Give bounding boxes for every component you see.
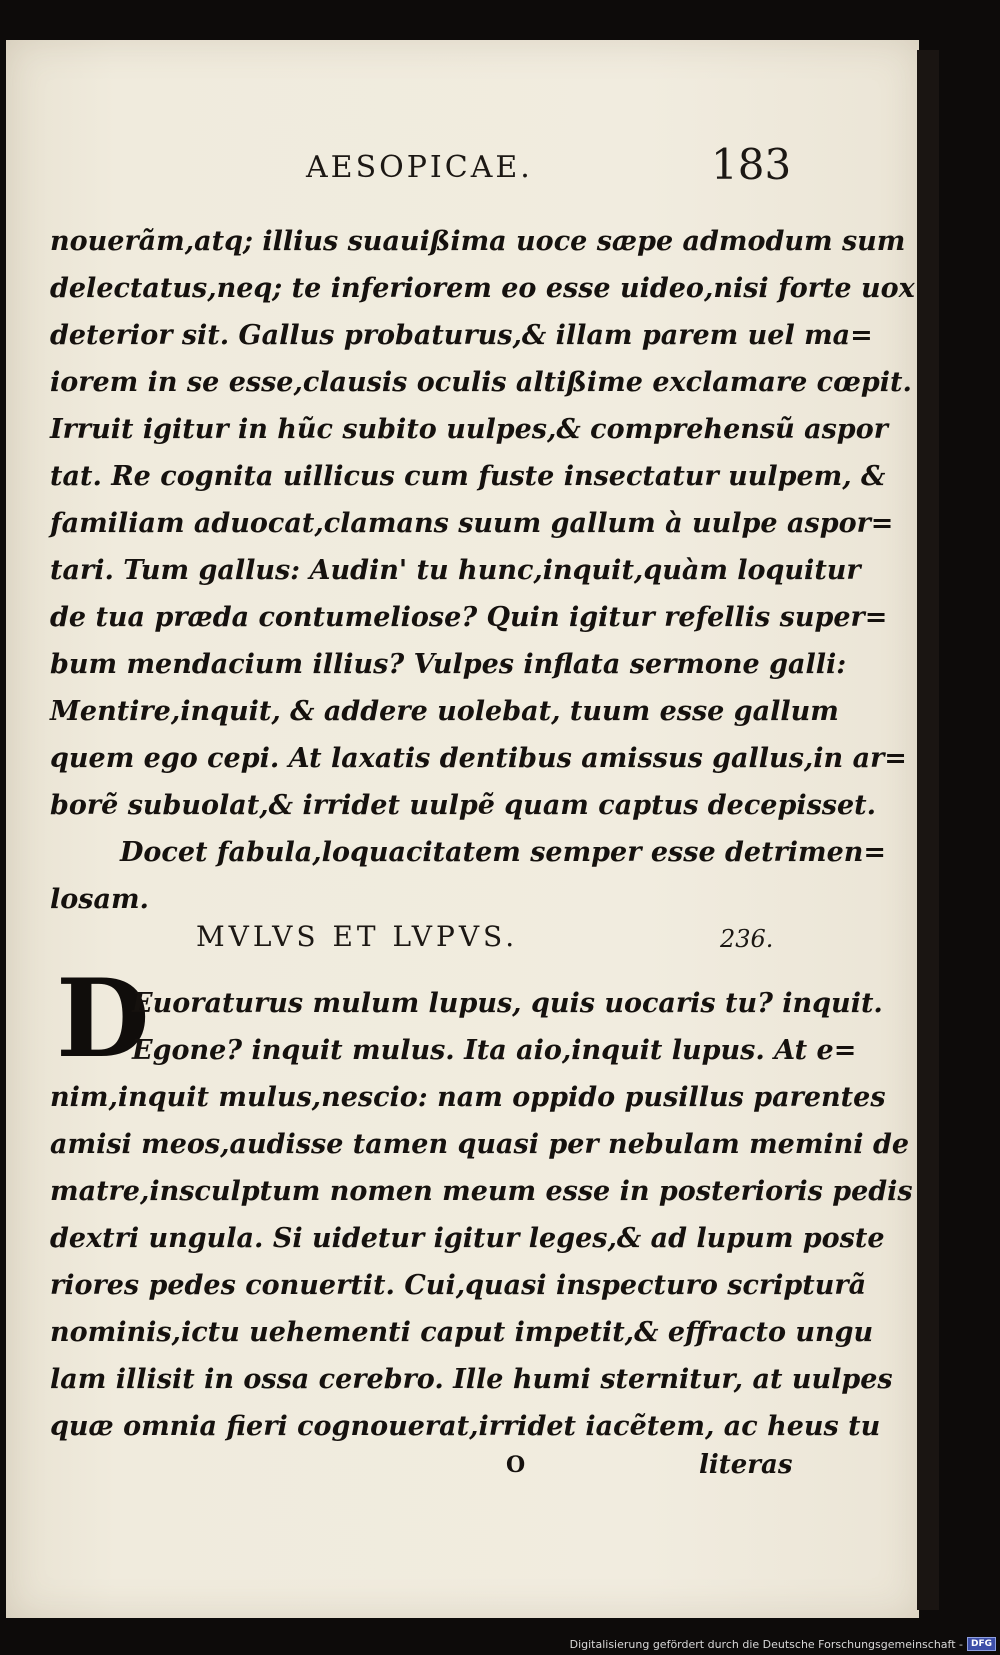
fable-one-text xyxy=(50,218,915,923)
text-line: riores pedes conuertit. Cui,quasi inspecturo scripturã xyxy=(50,1270,867,1301)
text-line: de tua præda contumeliose? Quin igitur refellis super= xyxy=(50,602,888,633)
text-line: bum mendacium illius? Vulpes inflata sermone galli: xyxy=(50,649,847,680)
digitization-credit xyxy=(570,1637,996,1651)
fable-title: MVLVS ET LVPVS. xyxy=(196,920,519,953)
text-line: deterior sit. Gallus probaturus,& illam parem uel ma= xyxy=(50,320,873,351)
credit-text: Digitalisierung gefördert durch die Deutsche Forschungsgemeinschaft - xyxy=(569,1637,963,1651)
fable-number: 236. xyxy=(720,925,774,953)
text-line: matre,insculptum nomen meum esse in posterioris pedis xyxy=(50,1176,913,1207)
text-line: Irruit igitur in hũc subito uulpes,& comprehensũ aspor xyxy=(50,414,888,445)
text-line: Egone? inquit mulus. Ita aio,inquit lupus. At e= xyxy=(132,1035,857,1066)
text-line: familiam aduocat,clamans suum gallum à uulpe aspor= xyxy=(50,508,894,539)
text-line: delectatus,neq; te inferiorem eo esse uideo,nisi forte uox xyxy=(50,273,915,304)
text-line: Euoraturus mulum lupus, quis uocaris tu? inquit. xyxy=(132,988,883,1019)
text-line: nominis,ictu uehementi caput impetit,& effracto ungu xyxy=(50,1317,874,1348)
text-line: Mentire,inquit, & addere uolebat, tuum esse gallum xyxy=(50,696,839,727)
catchword: literas xyxy=(699,1450,793,1480)
dfg-logo[interactable]: DFG xyxy=(967,1637,996,1651)
page-number: 183 xyxy=(711,140,792,189)
text-line: tat. Re cognita uillicus cum fuste insectatur uulpem, & xyxy=(50,461,886,492)
running-head: AESOPICAE. xyxy=(306,150,533,185)
book-page xyxy=(6,40,919,1618)
fable-two-text xyxy=(50,980,913,1450)
text-line: borẽ subuolat,& irridet uulpẽ quam captus decepisset. xyxy=(50,790,877,821)
moral-line: Docet fabula,loquacitatem semper esse detrimen= xyxy=(120,837,887,868)
text-line: nim,inquit mulus,nescio: nam oppido pusillus parentes xyxy=(50,1082,886,1113)
text-line: quæ omnia fieri cognouerat,irridet iacẽtem, ac heus tu xyxy=(50,1411,881,1442)
text-line: nouerãm,atq; illius suauißima uoce sæpe admodum sum xyxy=(50,226,906,257)
text-line: iorem in se esse,clausis oculis altißime exclamare cœpit. xyxy=(50,367,912,398)
signature-mark: O xyxy=(506,1452,526,1478)
drop-cap-initial: D xyxy=(56,956,150,1082)
moral-line: losam. xyxy=(50,884,149,915)
text-line: tari. Tum gallus: Audin' tu hunc,inquit,quàm loquitur xyxy=(50,555,861,586)
text-line: dextri ungula. Si uidetur igitur leges,& ad lupum poste xyxy=(50,1223,885,1254)
text-line: quem ego cepi. At laxatis dentibus amissus gallus,in ar= xyxy=(50,743,907,774)
text-line: amisi meos,audisse tamen quasi per nebulam memini de xyxy=(50,1129,910,1160)
text-line: lam illisit in ossa cerebro. Ille humi sternitur, at uulpes xyxy=(50,1364,893,1395)
